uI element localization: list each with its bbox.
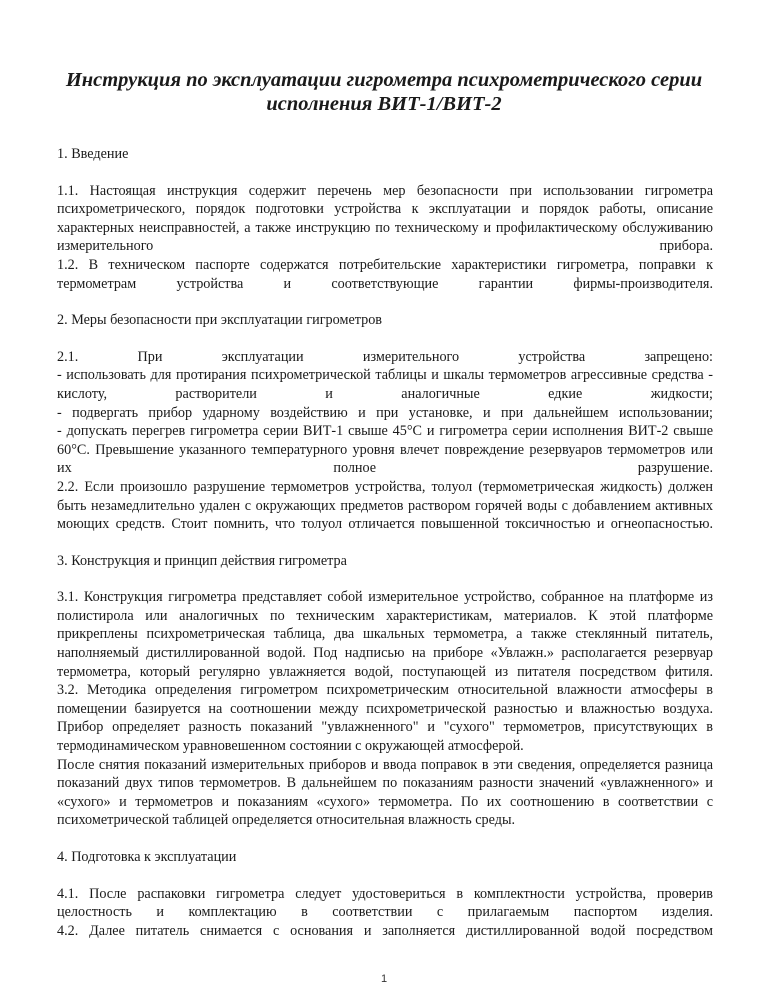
list-item-impact: - подвергать прибор ударному воздействию и при установке, и при дальнейшем использовании; bbox=[57, 404, 713, 421]
section-heading-preparation: 4. Подготовка к эксплуатации bbox=[57, 849, 237, 865]
title-line-1: Инструкция по эксплуатации гигрометра психрометрического серии bbox=[65, 69, 703, 91]
section-heading-introduction: 1. Введение bbox=[57, 146, 129, 162]
page-number: 1 bbox=[380, 973, 388, 985]
document-body bbox=[57, 145, 713, 940]
list-item-overheat: - допускать перегрев гигрометра серии ВИТ-1 свыше 45°С и гигрометра серии исполнения ВИТ-2 свыше 60°С. Превышение указанного температурного уровня влечет повреждение резервуаров термометров или их полное разрушение. bbox=[57, 423, 713, 477]
section-heading-construction: 3. Конструкция и принцип действия гигрометра bbox=[57, 552, 347, 569]
paragraph-4-2: 4.2. Далее питатель снимается с основания и заполняется дистиллированной водой посредством bbox=[57, 922, 713, 939]
paragraph-2-1: 2.1. При эксплуатации измерительного устройства запрещено: bbox=[57, 348, 713, 365]
title-line-2: исполнения ВИТ-1/ВИТ-2 bbox=[266, 93, 502, 115]
paragraph-3-2: 3.2. Методика определения гигрометром психрометрическим относительной влажности атмосферы в помещении базируется на соотношении между психрометрической разностью и влажностью воздуха. Прибор определяет разность показаний "увлажненного" и "сухого" термометров, присутствующих в термодинамическом уравновешенном состоянии с окружающей атмосферой. bbox=[57, 682, 713, 755]
paragraph-4-1: 4.1. После распаковки гигрометра следует удостовериться в комплектности устройства, проверив целостность и комплектацию в соответствии с прилагаемым паспортом изделия. bbox=[57, 885, 713, 921]
paragraph-1-1: 1.1. Настоящая инструкция содержит перечень мер безопасности при использовании гигрометра психрометрического, порядок подготовки устройства к эксплуатации и порядок работы, описание характерных неисправностей, а также инструкцию по техническому и профилактическому обслуживанию измерительного прибора. bbox=[57, 182, 713, 255]
document-title bbox=[40, 68, 728, 116]
paragraph-2-2: 2.2. Если произошло разрушение термометров устройства, толуол (термометрическая жидкость) должен быть незамедлительно удален с окружающих предметов раствором горячей воды с добавлением активных моющих средств. Стоит помнить, что толуол отличается повышенной токсичностью и огнеопасностью. bbox=[57, 478, 713, 533]
paragraph-3-1: 3.1. Конструкция гигрометра представляет собой измерительное устройство, собранное на платформе из полистирола или аналогичных по техническим характеристикам, материалов. К этой платформе прикреплены психрометрическая таблица, два шкальных термометра, а также стеклянный питатель, наполняемый дистиллированной водой. Под надписью на приборе «Увлажн.» располагается резервуар термометра, который регулярно увлажняется водой, поступающей из питателя посредством фитиля. bbox=[57, 589, 713, 680]
list-item-agents: - использовать для протирания психрометрической таблицы и шкалы термометров агрессивные средства - кислоту, растворители и аналогичные едкие жидкости; bbox=[57, 367, 713, 402]
paragraph-1-2: 1.2. В техническом паспорте содержатся потребительские характеристики гигрометра, поправки к термометрам устройства и соответствующие гарантии фирмы-производителя. bbox=[57, 256, 713, 292]
paragraph-3-3: После снятия показаний измерительных приборов и ввода поправок в эти сведения, определяется разница показаний двух типов термометров. В дальнейшем по показаниям разности значений «увлажненного» и «сухого» и термометров и показаниям «сухого» термометра. По их соотношению в соответствии с психометрической таблицей определяется относительная влажность среды. bbox=[57, 756, 713, 829]
section-heading-safety: 2. Меры безопасности при эксплуатации гигрометров bbox=[57, 312, 383, 329]
